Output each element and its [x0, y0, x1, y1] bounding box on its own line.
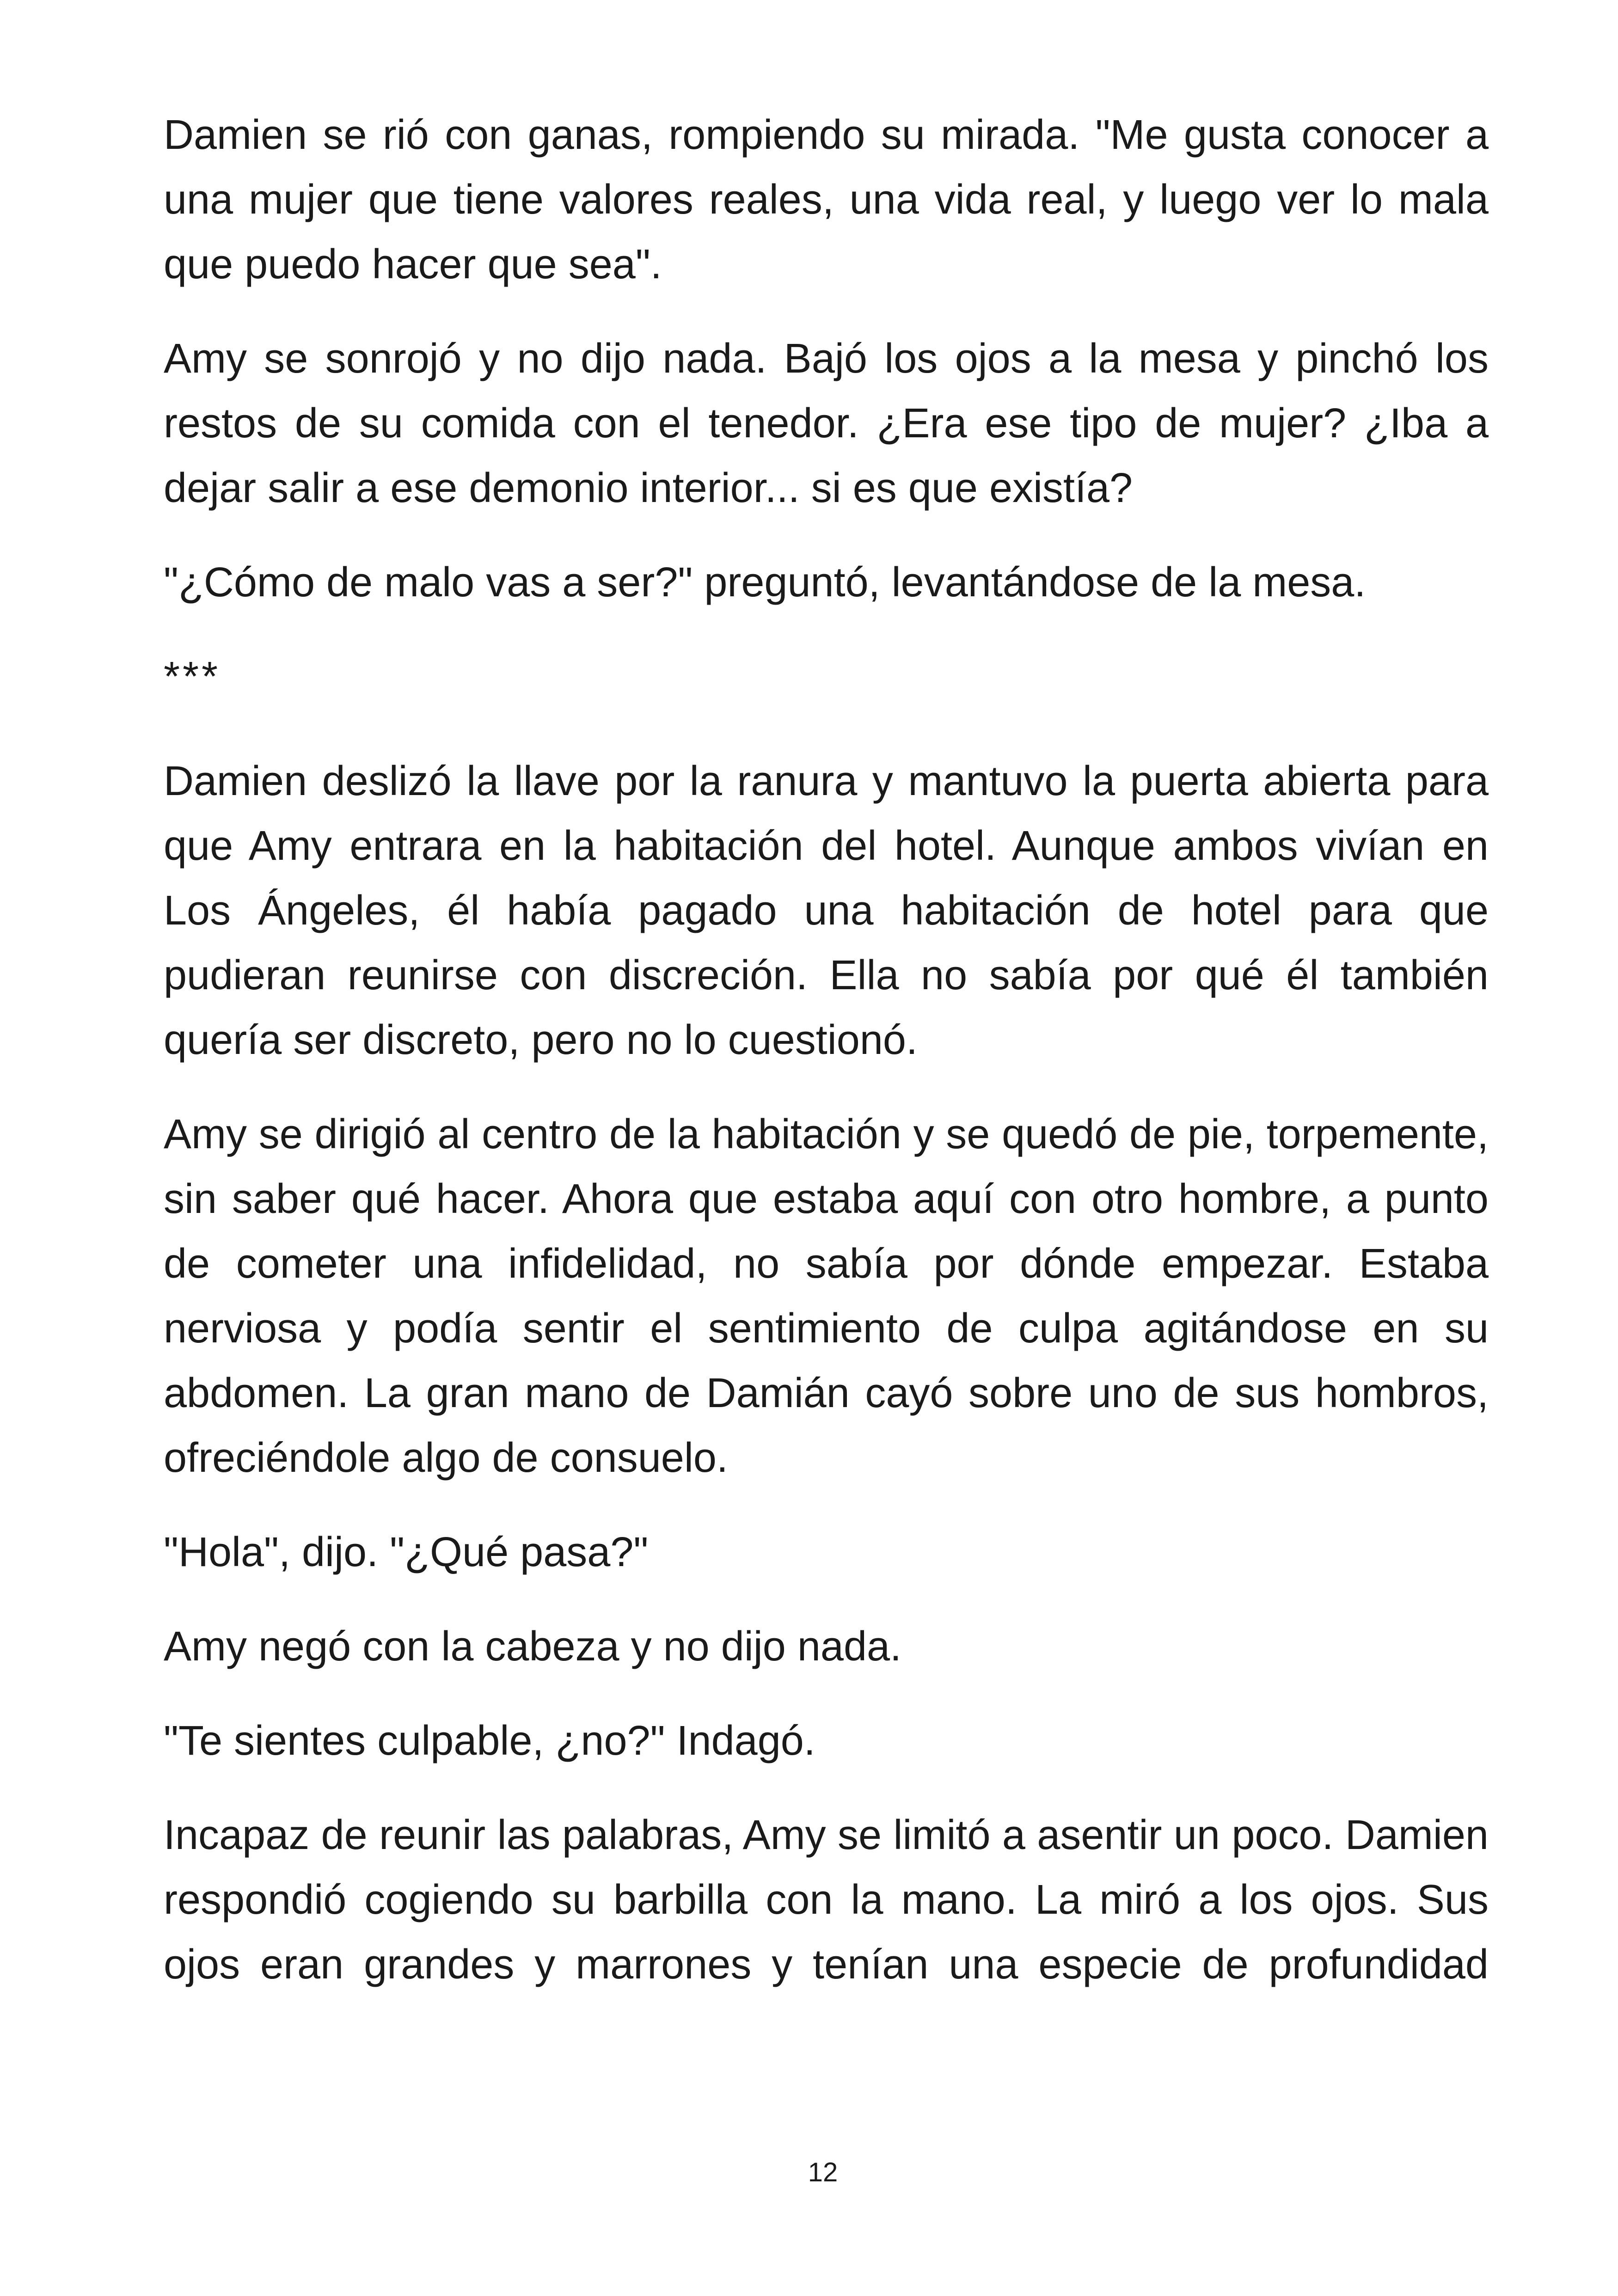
paragraph: "Hola", dijo. "¿Qué pasa?" [164, 1529, 649, 1575]
paragraph: "Te sientes culpable, ¿no?" Indagó. [164, 1718, 815, 1764]
page-number: 12 [808, 2157, 838, 2187]
paragraph: Damien deslizó la llave por la ranura y mantuvo la puerta abierta para que Amy entrara en la habitación del hotel. Aunque ambos vivían en Los Ángeles, él había pagado una habitación de hotel para que pudieran reunirse con discreción. Ella no sabía por qué él también quería ser discreto, pero no lo cuestionó. [164, 758, 1489, 1063]
body-text [164, 103, 1489, 2027]
paragraph: Amy se sonrojó y no dijo nada. Bajó los ojos a la mesa y pinchó los restos de su comida con el tenedor. ¿Era ese tipo de mujer? ¿Iba a dejar salir a ese demonio interior... si es que existía? [164, 336, 1489, 511]
paragraph: Damien se rió con ganas, rompiendo su mirada. "Me gusta conocer a una mujer que tiene valores reales, una vida real, y luego ver lo mala que puedo hacer que sea". [164, 112, 1489, 288]
paragraph: Amy negó con la cabeza y no dijo nada. [164, 1623, 902, 1670]
paragraph: "¿Cómo de malo vas a ser?" preguntó, levantándose de la mesa. [164, 559, 1366, 606]
paragraph: Incapaz de reunir las palabras, Amy se limitó a asentir un poco. Damien respondió cogiendo su barbilla con la mano. La miró a los ojos. Sus ojos eran grandes y marrones y tenían una especie de profundidad [164, 1812, 1489, 1988]
paragraph: Amy se dirigió al centro de la habitación y se quedó de pie, torpemente, sin saber qué hacer. Ahora que estaba aquí con otro hombre, a punto de cometer una infidelidad, no sabía por dónde empezar. Estaba nerviosa y podía sentir el sentimiento de culpa agitándose en su abdomen. La gran mano de Damián cayó sobre uno de sus hombros, ofreciéndole algo de consuelo. [164, 1111, 1489, 1481]
scene-separator: *** [164, 654, 221, 700]
